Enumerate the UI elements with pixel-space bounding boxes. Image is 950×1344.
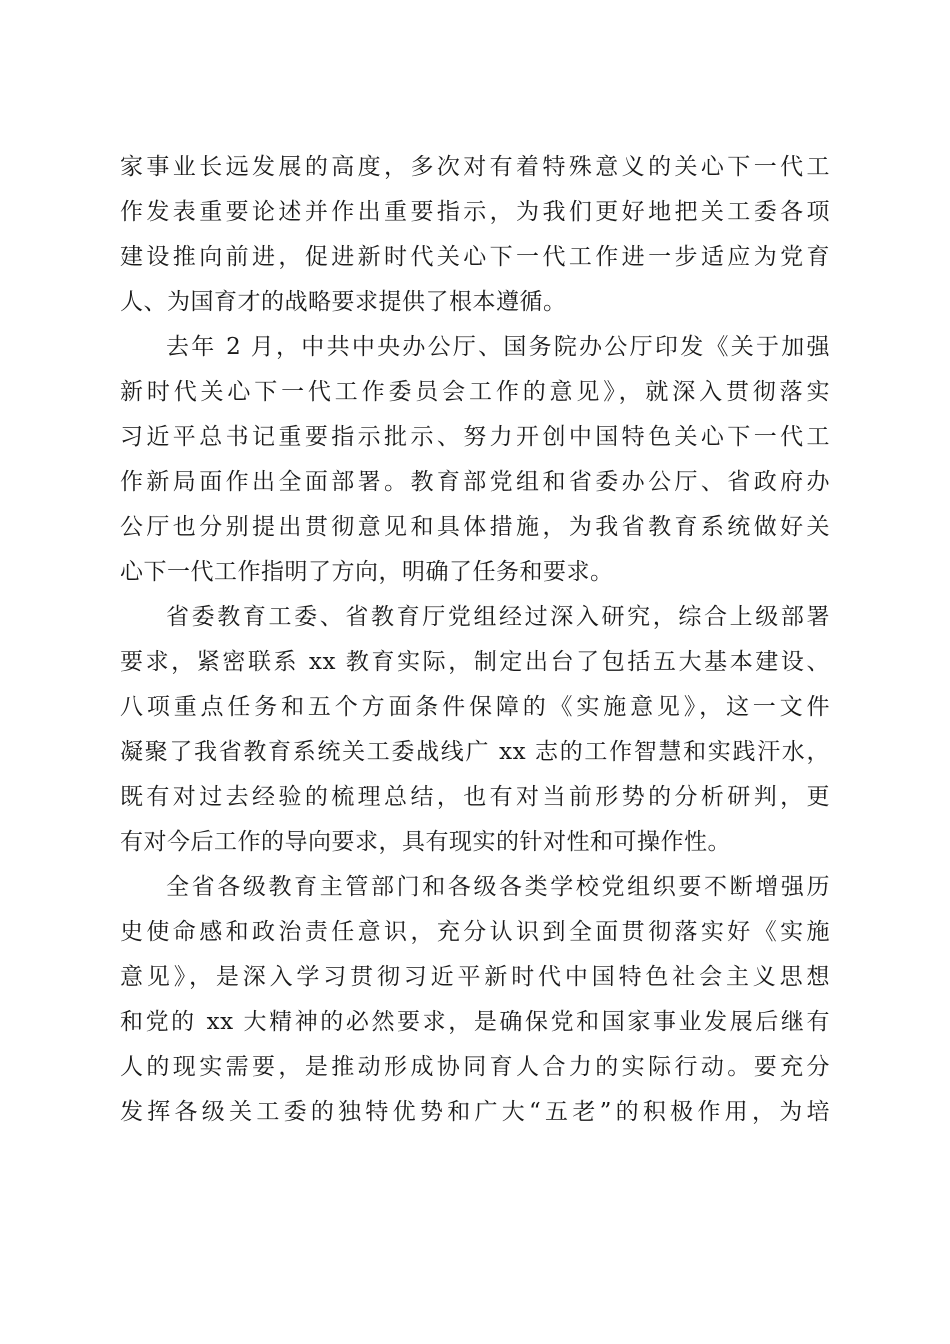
text-line: 人、为国育才的战略要求提供了根本遵循。 bbox=[120, 289, 567, 315]
text-line: 去年 2 月，中共中央办公厅、国务院办公厅印发《关于加强 bbox=[166, 334, 830, 360]
text-line: 家事业长远发展的高度，多次对有着特殊意义的关心下一代工 bbox=[120, 154, 830, 180]
text-line: 省委教育工委、省教育厅党组经过深入研究，综合上级部署 bbox=[166, 604, 830, 630]
text-line: 发挥各级关工委的独特优势和广大“五老”的积极作用，为培 bbox=[120, 1099, 830, 1125]
paragraph-1 bbox=[120, 145, 830, 325]
text-line: 作新局面作出全面部署。教育部党组和省委办公厅、省政府办 bbox=[120, 469, 830, 495]
text-line: 全省各级教育主管部门和各级各类学校党组织要不断增强历 bbox=[166, 874, 830, 900]
text-line: 史使命感和政治责任意识，充分认识到全面贯彻落实好《实施 bbox=[120, 919, 830, 945]
text-line: 凝聚了我省教育系统关工委战线广 xx 志的工作智慧和实践汗水， bbox=[120, 739, 830, 765]
text-line: 既有对过去经验的梳理总结，也有对当前形势的分析研判，更 bbox=[120, 784, 830, 810]
text-line: 公厅也分别提出贯彻意见和具体措施，为我省教育系统做好关 bbox=[120, 514, 830, 540]
paragraph-3 bbox=[120, 595, 830, 865]
text-line: 和党的 xx 大精神的必然要求，是确保党和国家事业发展后继有 bbox=[120, 1009, 830, 1035]
document-body bbox=[120, 145, 830, 1135]
text-line: 有对今后工作的导向要求，具有现实的针对性和可操作性。 bbox=[120, 829, 731, 855]
text-line: 建设推向前进，促进新时代关心下一代工作进一步适应为党育 bbox=[120, 244, 830, 270]
text-line: 作发表重要论述并作出重要指示，为我们更好地把关工委各项 bbox=[120, 199, 830, 225]
text-line: 意见》，是深入学习贯彻习近平新时代中国特色社会主义思想 bbox=[120, 964, 830, 990]
paragraph-2 bbox=[120, 325, 830, 595]
text-line: 心下一代工作指明了方向，明确了任务和要求。 bbox=[120, 559, 614, 585]
text-line: 习近平总书记重要指示批示、努力开创中国特色关心下一代工 bbox=[120, 424, 830, 450]
text-line: 八项重点任务和五个方面条件保障的《实施意见》，这一文件 bbox=[120, 694, 830, 720]
text-line: 新时代关心下一代工作委员会工作的意见》，就深入贯彻落实 bbox=[120, 379, 830, 405]
text-line: 要求，紧密联系 xx 教育实际，制定出台了包括五大基本建设、 bbox=[120, 649, 830, 675]
paragraph-4 bbox=[120, 865, 830, 1135]
text-line: 人的现实需要，是推动形成协同育人合力的实际行动。要充分 bbox=[120, 1054, 830, 1080]
